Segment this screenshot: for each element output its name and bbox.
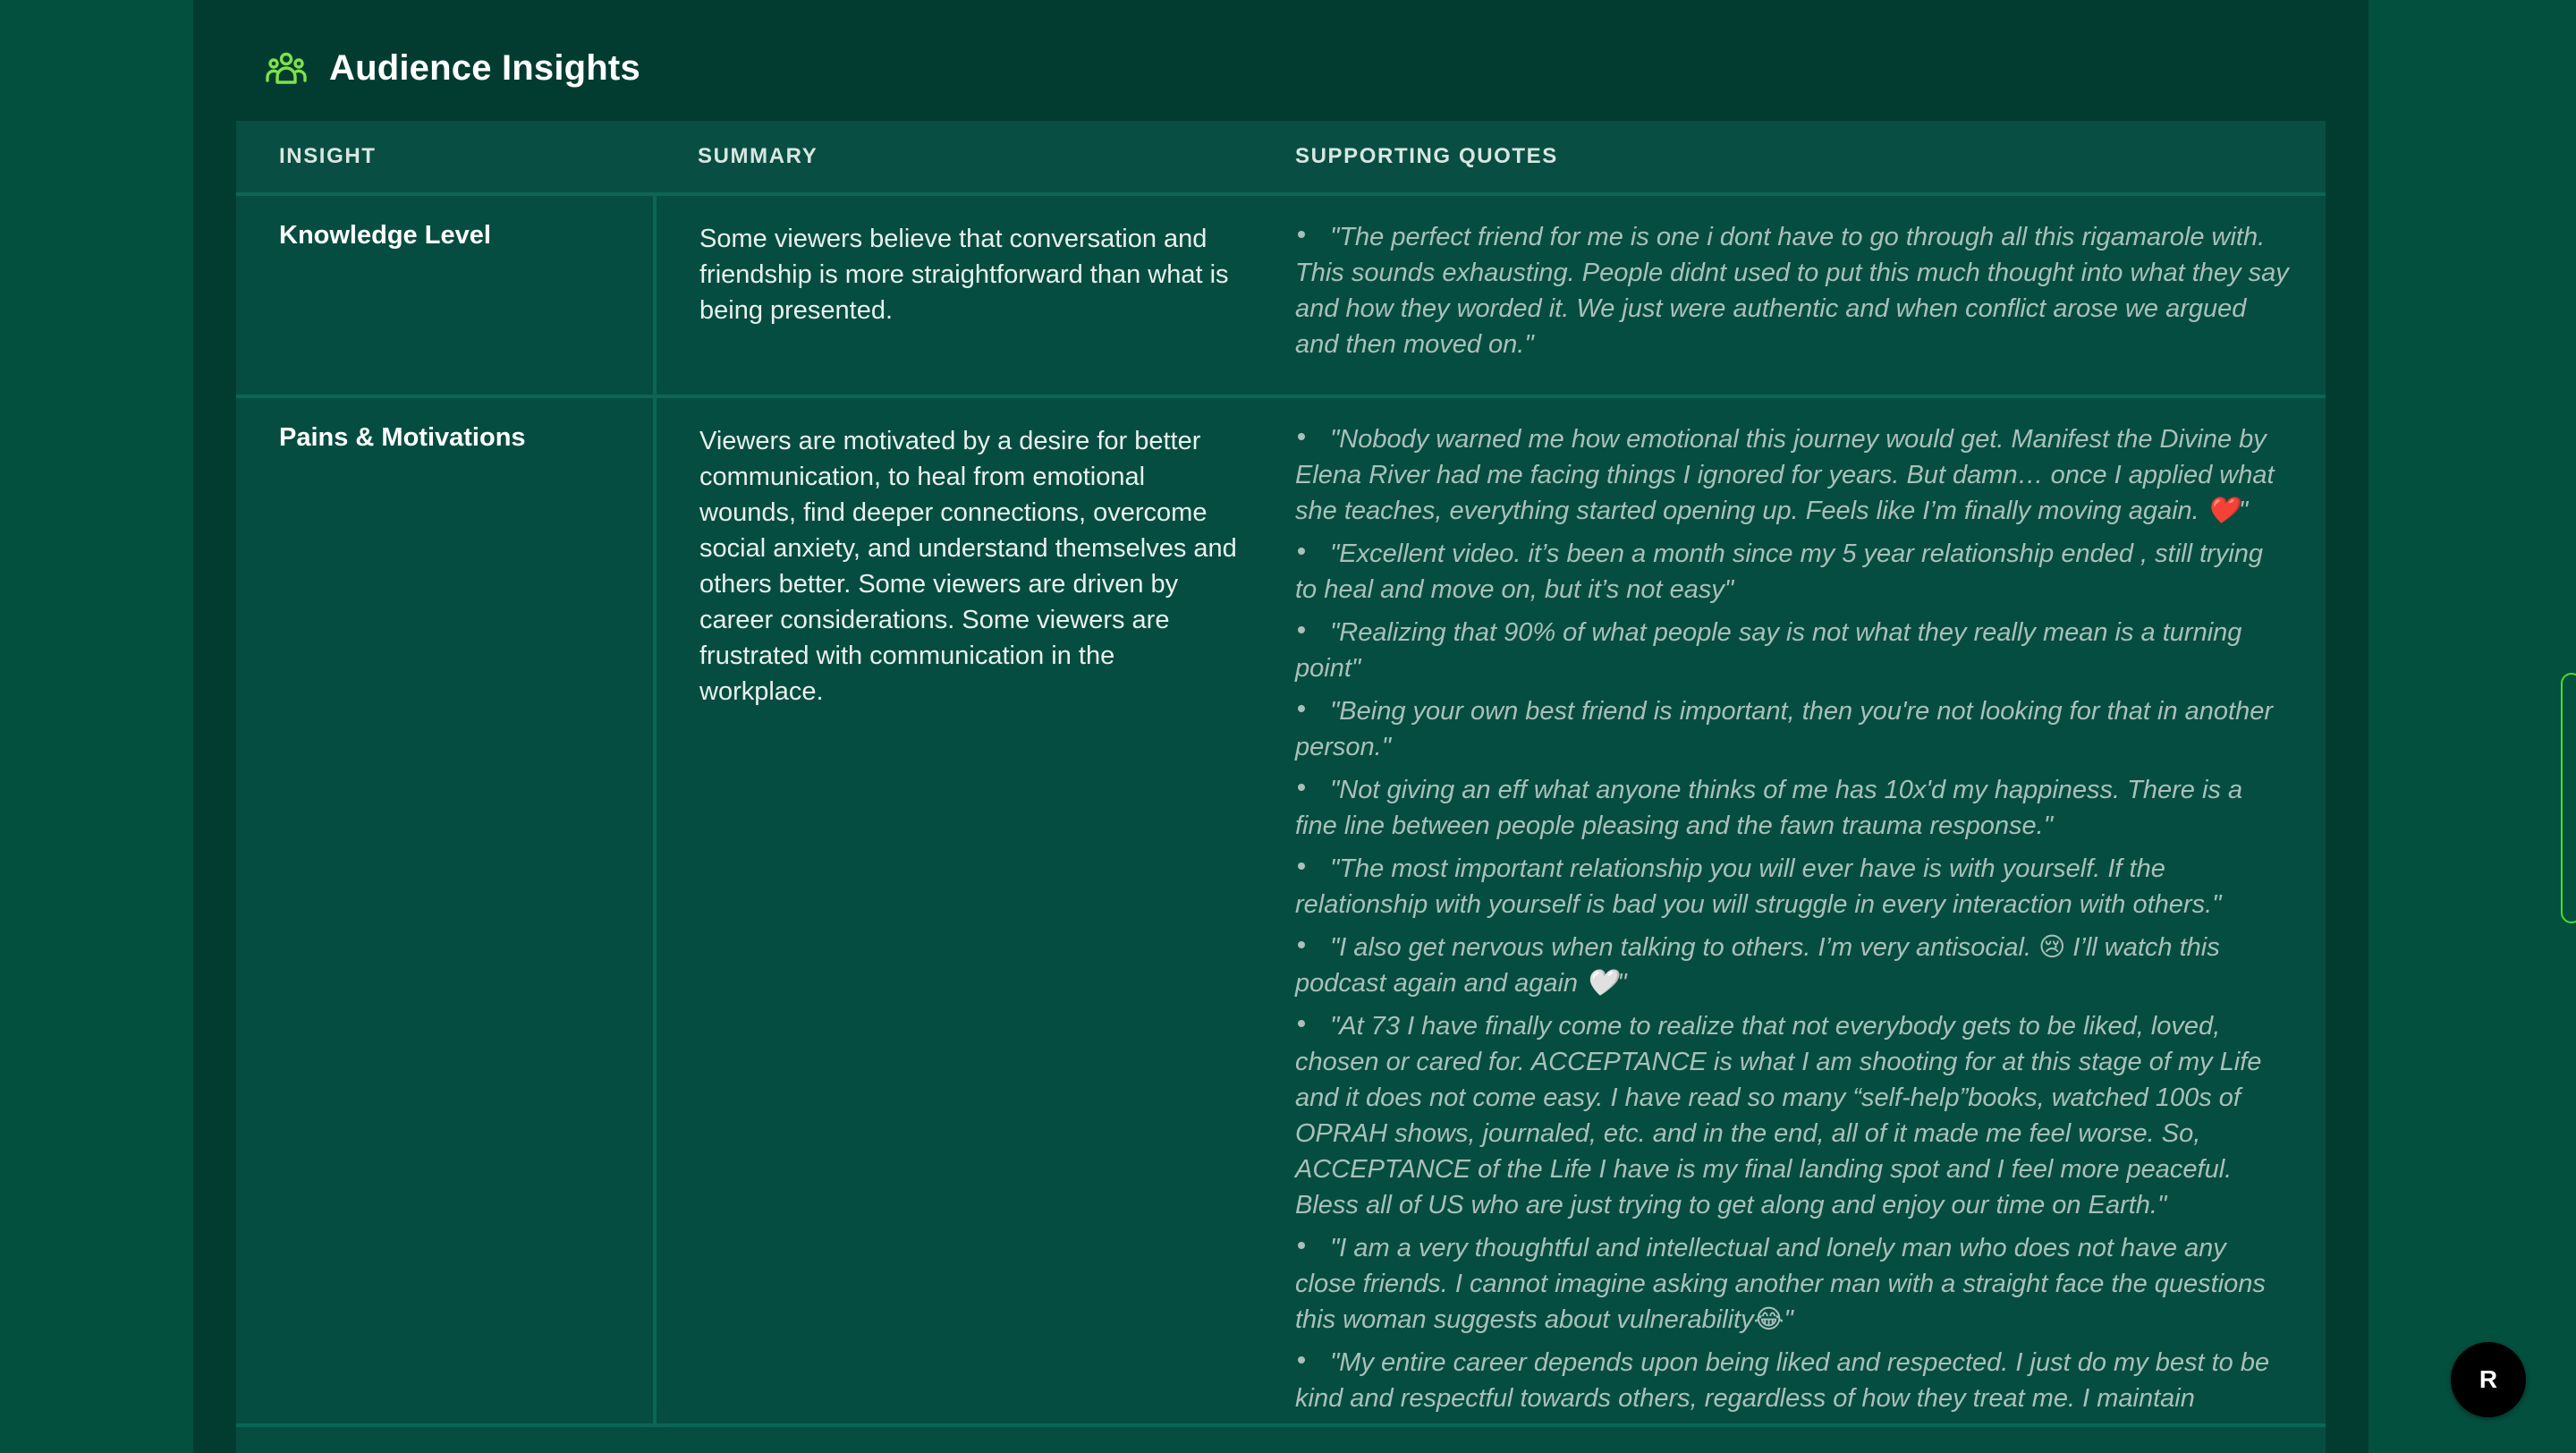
quote-item: "Not giving an eff what anyone thinks of me has 10x'd my happiness. There is a fine line between people pleasing and the fawn trauma response." (1295, 776, 2243, 840)
bullet-dot (1298, 1242, 1305, 1249)
table-row (236, 194, 2326, 396)
insights-table (236, 121, 2326, 1427)
quote-item: "Realizing that 90% of what people say is not what they really mean is a turning point" (1295, 618, 2242, 683)
bullet-dot (1298, 231, 1305, 238)
column-header-supporting-quotes: SUPPORTING QUOTES (1281, 121, 2326, 194)
quote-item: "Being your own best friend is important, then you're not looking for that in another person." (1295, 697, 2273, 761)
audience-insights-panel (193, 0, 2368, 1453)
column-header-summary: SUMMARY (655, 121, 1281, 194)
people-group-icon (265, 47, 308, 89)
insight-cell: Pains & Motivations (236, 396, 655, 1425)
quote-item: "Nobody warned me how emotional this journey would get. Manifest the Divine by Elena River had me facing things I ignored for years. But damn… once I applied what she teaches, everything started opening up. Feels like I’m finally moving again. ❤️" (1295, 425, 2275, 525)
bullet-dot (1298, 1356, 1305, 1364)
user-avatar-button[interactable]: R (2451, 1342, 2526, 1417)
quote-list (1295, 421, 2290, 1416)
summary-cell: Viewers are motivated by a desire for better communication, to heal from emotional wounds, find deeper connections, overcome social anxiety, and understand themselves and others better. Some viewers are driven by career considerations. Some viewers are frustrated with communication in the workplace. (655, 396, 1281, 1425)
quotes-cell (1281, 396, 2326, 1425)
bullet-dot (1298, 784, 1305, 791)
scrollbar-thumb[interactable] (2561, 673, 2576, 923)
quote-item: "I also get nervous when talking to others. I’m very antisocial. 😢 I’ll watch this podcast again and again 🤍" (1295, 933, 2220, 998)
section-header (265, 36, 640, 100)
quotes-cell (1281, 194, 2326, 396)
table-header-row (236, 121, 2326, 194)
bullet-dot (1298, 862, 1305, 870)
bullet-dot (1298, 548, 1305, 555)
bullet-dot (1298, 941, 1305, 948)
bullet-dot (1298, 626, 1305, 633)
section-title: Audience Insights (329, 47, 640, 88)
insights-table-container (236, 121, 2326, 1453)
quote-item: "My entire career depends upon being liked and respected. I just do my best to be kind and respectful towards others, regardless of how they treat me. I maintain (1295, 1348, 2270, 1413)
quote-item: "Excellent video. it’s been a month since my 5 year relationship ended , still trying to heal and move on, but it’s not easy" (1295, 540, 2264, 604)
quote-item: "At 73 I have finally come to realize that not everybody gets to be liked, loved, chosen or cared for. ACCEPTANCE is what I am shooting for at this stage of my Life and it does not come easy. I have read so many “self-help”books, watched 100s of OPRAH shows, journaled, etc. and in the end, all of it made me feel worse. So, ACCEPTANCE of the Life I have is my final landing spot and I feel more peaceful. Bless all of US who are just trying to get along and enjoy our time on Earth." (1295, 1012, 2262, 1219)
quote-item: "The most important relationship you will ever have is with yourself. If the relationship with yourself is bad you will struggle in every interaction with others." (1295, 854, 2222, 919)
quote-list (1295, 219, 2290, 362)
bullet-dot (1298, 433, 1305, 440)
insight-cell: Knowledge Level (236, 194, 655, 396)
bullet-dot (1298, 1020, 1305, 1027)
bullet-dot (1298, 705, 1305, 712)
quote-item: "I am a very thoughtful and intellectual and lonely man who does not have any close friends. I cannot imagine asking another man with a straight face the questions this woman suggests about vulnerability😂" (1295, 1234, 2266, 1334)
table-row (236, 396, 2326, 1425)
summary-cell: Some viewers believe that conversation and friendship is more straightforward than what is being presented. (655, 194, 1281, 396)
column-header-insight: INSIGHT (236, 121, 655, 194)
quote-item: "The perfect friend for me is one i dont have to go through all this rigamarole with. This sounds exhausting. People didnt used to put this much thought into what they say and how they worded it. We just were authentic and when conflict arose we argued and then moved on." (1295, 223, 2289, 359)
